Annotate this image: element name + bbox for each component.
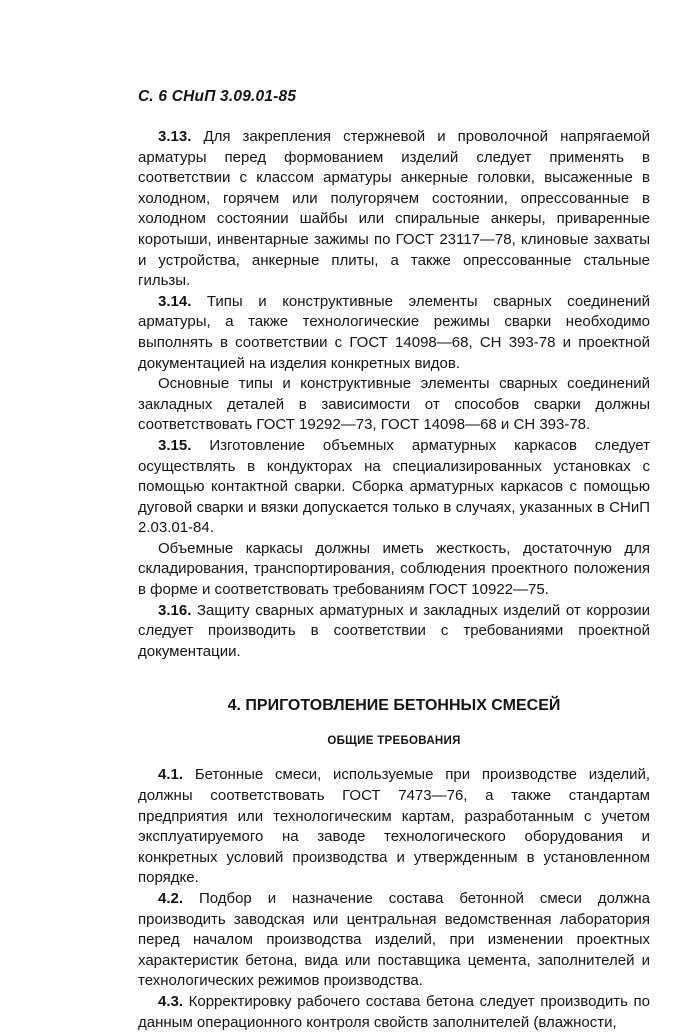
page-header: С. 6 СНиП 3.09.01-85 [138,88,297,105]
clause-number: 4.1. [158,766,184,784]
section-subtitle: ОБЩИЕ ТРЕБОВАНИЯ [327,735,461,748]
clause-number: 3.14. [158,292,192,310]
clause-number: 3.13. [158,128,192,145]
paragraph-3-15 [138,436,650,539]
paragraph-3-16 [138,601,650,663]
paragraph-4-3 [138,992,650,1033]
paragraph-3-14-cont [138,374,650,436]
paragraph-4-1 [138,765,650,889]
paragraph-text: Типы и конструктивные элементы сварных соединений арматуры, а также технологические режимы сварки необходимо выполнять в соответствии с ГОСТ 14098—68, СН 393-78 и проектной документацией на изделия конкретных видов. [138,292,650,372]
paragraph-3-13 [138,127,650,292]
clause-number: 4.2. [158,890,184,907]
paragraph-4-2 [138,889,650,992]
paragraph-3-14 [138,292,650,374]
clause-number: 4.3. [158,992,184,1010]
paragraph-text: Объемные каркасы должны иметь жесткость, достаточную для складирования, транспортирования, соблюдения проектного положения в форме и соответствовать требованиям ГОСТ 10922—75. [138,539,650,599]
paragraph-3-15-cont [138,539,650,601]
paragraph-text: Бетонные смеси, используемые при производстве изделий, должны соответствовать ГОСТ 7473—76, а также стандартам предприятия или технологическим картам, разработанным с учетом эксплуатируемого на заводе технологического оборудования и конкретных условий производства и утвержденным в установленном порядке. [138,766,650,887]
clause-number: 3.16. [158,601,192,619]
paragraph-text: Изготовление объемных арматурных каркасов следует осуществлять в кондукторах на специализированных установках с помощью контактной сварки. Сборка арматурных каркасов с помощью дуговой сварки и вязки допускается только в случаях, указанных в СНиП 2.03.01-84. [138,436,650,537]
paragraph-text: Для закрепления стержневой и проволочной напрягаемой арматуры перед формованием изделий следует применять в соответствии с классом арматуры анкерные головки, высаженные в холодном, горячем или полугорячем состоянии, опрессованные в холодном состоянии шайбы или спиральные анкеры, приваренные коротыши, инвентарные зажимы по ГОСТ 23117—78, клиновые захваты и устройства, анкерные плиты, а также опрессованные стальные гильзы. [138,128,650,290]
clause-number: 3.15. [158,436,192,454]
paragraph-text: Корректировку рабочего состава бетона следует производить по данным операционного контроля свойств заполнителей (влажности, [138,992,650,1031]
paragraph-text: Основные типы и конструктивные элементы сварных соединений закладных деталей в зависимости от способов сварки должны соответствовать ГОСТ 19292—73, ГОСТ 14098—68 и СН 393-78. [138,375,650,434]
section-title: 4. ПРИГОТОВЛЕНИЕ БЕТОННЫХ СМЕСЕЙ [227,697,561,715]
paragraph-text: Подбор и назначение состава бетонной смеси должна производить заводская или центральная ведомственная лаборатория перед началом производства изделий, при изменении проектных характеристик бетона, вида или поставщика цемента, заполнителей и технологических режимов производства. [138,890,650,990]
paragraph-text: Защиту сварных арматурных и закладных изделий от коррозии следует производить в соответствии с требованиями проектной документации. [138,601,650,660]
